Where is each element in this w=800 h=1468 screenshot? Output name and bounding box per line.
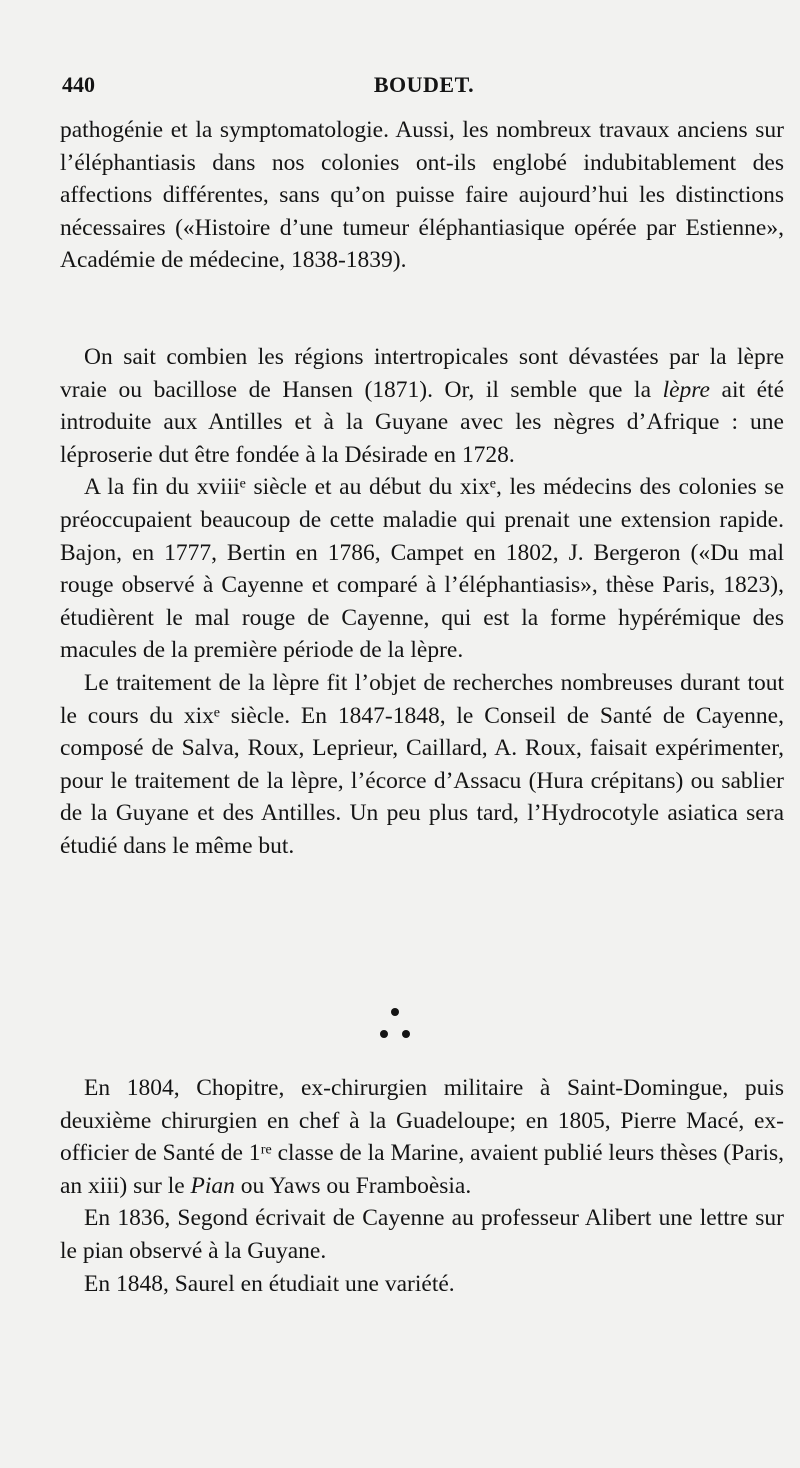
text-run: ait été introduite aux Antilles et à la Guyane avec les nègres d’Afrique : une léproserie dut être fondée à la Désirade en 1728. [60, 376, 784, 468]
italic-term: Pian [190, 1172, 235, 1199]
paragraph: A la fin du xviiiᵉ siècle et au début du xixᵉ, les médecins des colonies se préoccupaient beaucoup de cette maladie qui prenait une extension rapide. Bajon, en 1777, Bertin en 1786, Campet en 1802, J. Bergeron («Du mal rouge observé à Cayenne et comparé à l’éléphantiasis», thèse Paris, 1823), étudièrent le mal rouge de Cayenne, qui est la forme hypérémique des macules de la première période de la lèpre. [60, 474, 784, 664]
asterisk-dot [380, 1030, 388, 1038]
text-run: On sait combien les régions intertropicales sont dévastées par la lèpre vraie ou bacillose de Hansen (1871). Or, il semble que la [60, 344, 784, 403]
paragraph [60, 341, 784, 471]
paragraph: Le traitement de la lèpre fit l’objet de recherches nombreuses durant tout le cours du xixᵉ siècle. En 1847-1848, le Conseil de Santé de Cayenne, composé de Salva, Roux, Leprieur, Caillard, A. Roux, faisait expérimenter, pour le traitement de la lèpre, l’écorce d’Assacu (Hura crépitans) ou sablier de la Guyane et des Antilles. Un peu plus tard, l’Hydrocotyle asiatica sera étudié dans le même but. [60, 669, 784, 859]
text-run: En 1804, Chopitre, ex-chirurgien militaire à Saint-Domingue, puis deuxième chirurgien en chef à la Guadeloupe; en 1805, Pierre Macé, ex-officier de Santé de 1ʳᵉ classe de la Marine, avaient publié leurs thèses (Paris, an xiii) sur le [60, 1075, 784, 1199]
text-run: ou Yaws ou Framboèsia. [234, 1172, 472, 1199]
asterism-divider [380, 1000, 440, 1050]
paragraph: pathogénie et la symptomatologie. Aussi, les nombreux travaux anciens sur l’éléphantiasis dans nos colonies ont-ils englobé indubitablement des affections différentes, sans qu’on puisse faire aujourd’hui les distinctions nécessaires («Histoire d’une tumeur éléphantiasique opérée par Estienne», Académie de médecine, 1838-1839). [60, 117, 784, 274]
text-block-2 [60, 341, 784, 863]
italic-term: lèpre [662, 376, 710, 403]
page-number: 440 [62, 72, 95, 97]
asterisk-dot [391, 1008, 399, 1016]
asterisk-dot [402, 1030, 410, 1038]
page-header [62, 72, 786, 102]
text-block-3 [60, 1072, 784, 1300]
paragraph: En 1836, Segond écrivait de Cayenne au professeur Alibert une lettre sur le pian observé à la Guyane. [60, 1205, 784, 1264]
running-title: BOUDET. [373, 72, 475, 97]
paragraph [60, 1072, 784, 1202]
text-block-1 [60, 114, 784, 277]
paragraph: En 1848, Saurel en étudiait une variété. [84, 1270, 455, 1297]
